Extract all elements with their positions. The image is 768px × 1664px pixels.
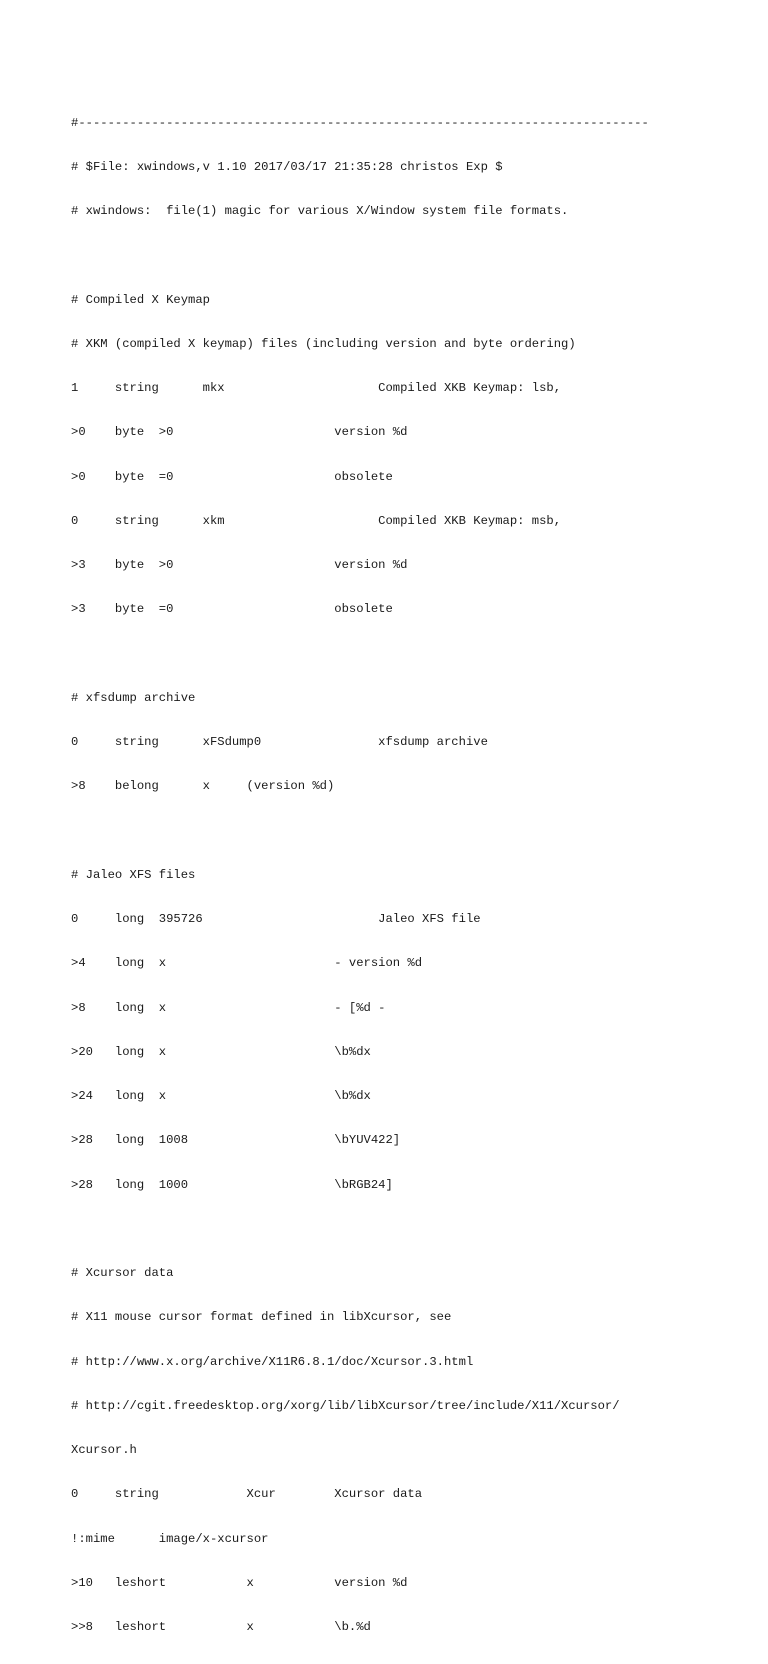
magic-entry: >0 byte >0 version %d [71, 425, 408, 440]
magic-entry: >3 byte >0 version %d [71, 558, 408, 572]
section-heading-xcursor: # Xcursor data [71, 1266, 174, 1280]
magic-entry: >20 long x \b%dx [71, 1044, 371, 1059]
blank-line [71, 1222, 731, 1237]
magic-entry: >4 long x - version %d [71, 956, 423, 971]
magic-entry: 0 long 395726 Jaleo XFS file [71, 912, 481, 926]
magic-entry: >8 long x - [%d - [71, 1000, 386, 1015]
comment-line: # http://www.x.org/archive/X11R6.8.1/doc/Xcursor.3.html [71, 1354, 474, 1369]
comment-line: # XKM (compiled X keymap) files (including version and byte ordering) [71, 336, 576, 351]
magic-entry: >>8 leshort x \b.%d [71, 1620, 371, 1634]
section-heading-xkm: # Compiled X Keymap [71, 292, 210, 307]
magic-entry: >8 belong x (version %d) [71, 779, 335, 794]
blank-line [71, 248, 731, 263]
separator-line: #------------------------------------------------------------------------------ [71, 115, 649, 130]
magic-file-listing [71, 86, 731, 1664]
blank-line [71, 647, 731, 662]
magic-entry: 0 string xFSdump0 xfsdump archive [71, 735, 488, 749]
magic-entry: >10 leshort x version %d [71, 1575, 408, 1590]
magic-entry: >28 long 1008 \bYUV422] [71, 1133, 401, 1148]
section-heading-xfsdump: # xfsdump archive [71, 690, 196, 705]
file-description-comment: # xwindows: file(1) magic for various X/Window system file formats. [71, 204, 569, 218]
magic-entry: >24 long x \b%dx [71, 1089, 371, 1103]
wrapped-continuation-line: Xcursor.h [71, 1443, 137, 1457]
magic-entry: 0 string xkm Compiled XKB Keymap: msb, [71, 513, 562, 528]
magic-entry: >28 long 1000 \bRGB24] [71, 1177, 393, 1192]
magic-entry: 1 string mkx Compiled XKB Keymap: lsb, [71, 381, 562, 395]
magic-entry: >3 byte =0 obsolete [71, 602, 393, 617]
magic-entry: >0 byte =0 obsolete [71, 469, 393, 484]
mime-entry: !:mime image/x-xcursor [71, 1531, 269, 1546]
blank-line [71, 824, 731, 839]
comment-line: # X11 mouse cursor format defined in libXcursor, see [71, 1310, 452, 1325]
magic-entry: 0 string Xcur Xcursor data [71, 1487, 423, 1502]
comment-line: # http://cgit.freedesktop.org/xorg/lib/libXcursor/tree/include/X11/Xcursor/ [71, 1398, 620, 1413]
file-id-comment: # $File: xwindows,v 1.10 2017/03/17 21:35:28 christos Exp $ [71, 159, 503, 174]
section-heading-jaleo: # Jaleo XFS files [71, 867, 196, 882]
